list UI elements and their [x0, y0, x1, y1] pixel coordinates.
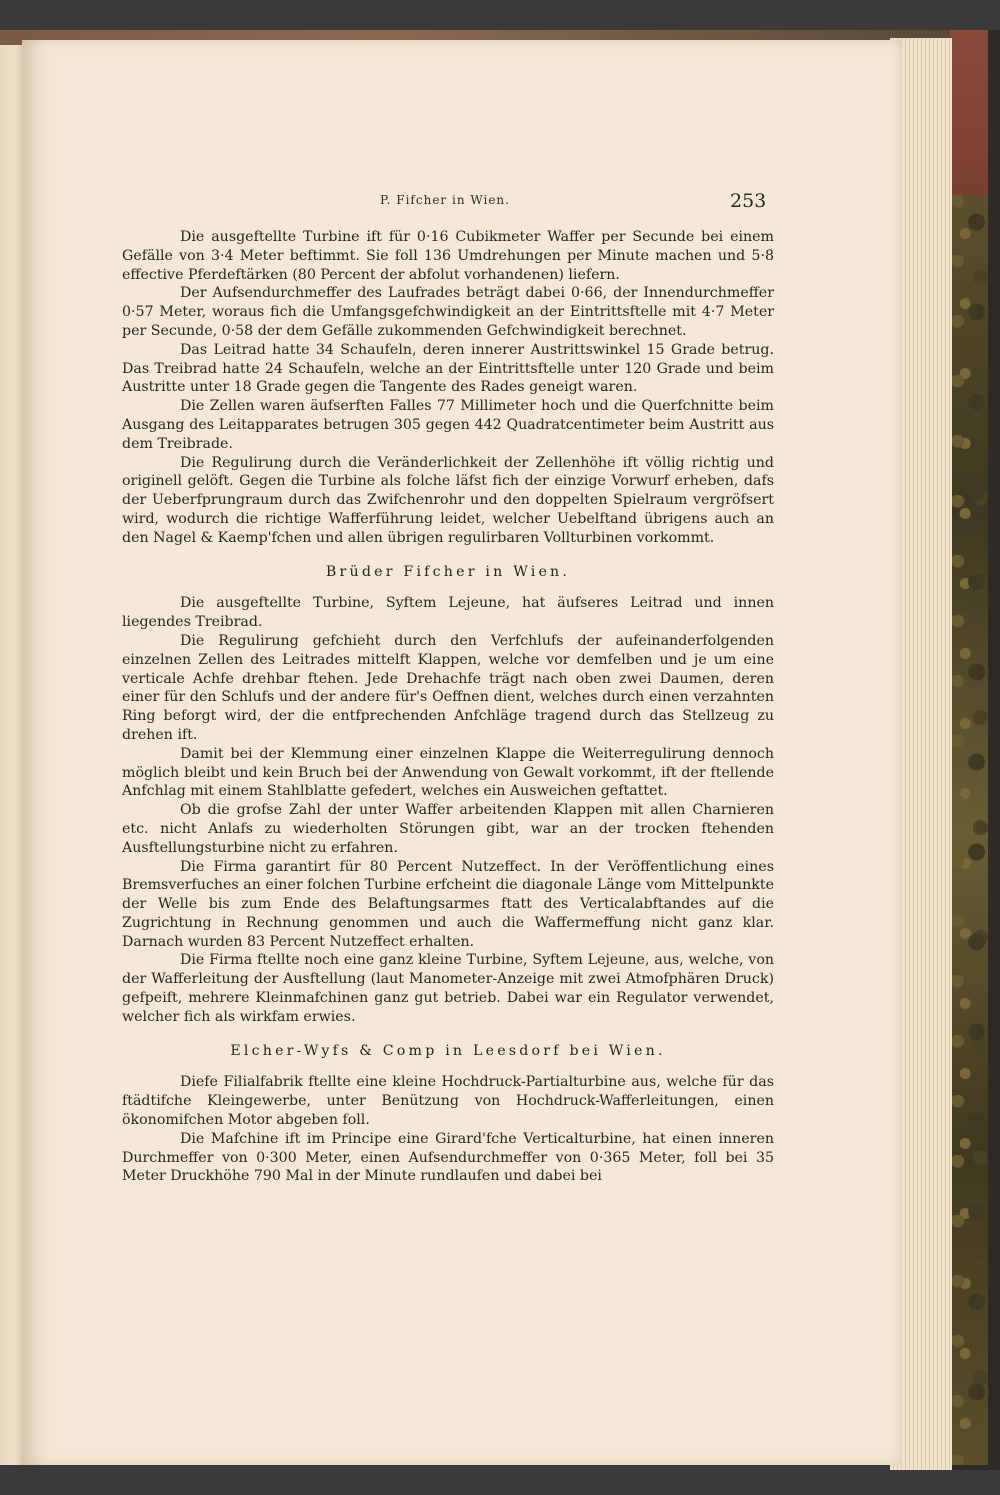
- paragraph: Die Zellen waren äufserften Falles 77 Millimeter hoch und die Querfchnitte beim Ausgang des Leitapparates betrugen 305 gegen 442 Quadratcentimeter beim Austritt aus dem Treibrade.: [122, 398, 774, 452]
- paragraph: Die Firma garantirt für 80 Percent Nutzeffect. In der Veröffentlichung eines Bremsverfuches an einer folchen Turbine erfcheint die diagonale Länge vom Mittelpunkte der Welle bis zum Ende des Belaftungsarmes ftatt des Verticalabftandes auf die Zugrichtung in Rechnung genommen und auch die Waffermeffung nicht ganz klar. Darnach wurden 83 Percent Nutzeffect erhalten.: [122, 858, 774, 950]
- section-heading: Elcher-Wyfs & Comp in Leesdorf bei Wien.: [230, 1042, 666, 1059]
- paragraph: Damit bei der Klemmung einer einzelnen Klappe die Weiterregulirung dennoch möglich bleibt und kein Bruch bei der Anwendung von Gewalt vorkommt, ift der ftellende Anfchlag mit einem Stahlblatte gefedert, welches ein Ausweichen geftattet.: [122, 745, 774, 800]
- paragraph: Die Regulirung durch die Veränderlichkeit der Zellenhöhe ift völlig richtig und originell gelöft. Gegen die Turbine als folche läfst fich der einzige Vorwurf erheben, dafs der Ueberfprungraum durch das Zwifchenrohr und den doppelten Spielraum vergröfsert wird, wodurch die richtige Wafferführung leidet, welcher Uebelftand übrigens auch an den Nagel & Kaemp'fchen und allen übrigen regulirbaren Vollturbinen vorkommt.: [122, 454, 774, 546]
- section-fischer-turbine: [122, 228, 774, 548]
- section-heading: Brüder Fifcher in Wien.: [325, 563, 571, 580]
- paragraph: Die ausgeftellte Turbine ift für 0·16 Cubikmeter Waffer per Secunde bei einem Gefälle von 3·4 Meter beftimmt. Sie foll 136 Umdrehungen per Minute machen und 5·8 effective Pferdeftärken (80 Percent der abfolut vorhandenen) liefern.: [122, 229, 774, 283]
- paragraph: Das Leitrad hatte 34 Schaufeln, deren innerer Austrittswinkel 15 Grade betrug. Das Treibrad hatte 24 Schaufeln, welche an der Eintrittsftelle unter 120 Grade und beim Austritte unter 18 Grade gegen die Tangente des Rades geneigt waren.: [122, 341, 774, 396]
- running-head: [360, 190, 780, 214]
- paragraph: Der Aufsendurchmeffer des Laufrades beträgt dabei 0·66, der Innendurchmeffer 0·57 Meter, woraus fich die Umfangsgefchwindigkeit an der Eintrittsftelle mit 4·7 Meter per Secunde, 0·58 der dem Gefälle zukommenden Gefchwindigkeit berechnet.: [122, 285, 774, 339]
- body-text: [122, 228, 774, 1186]
- running-head-title: P. Fifcher in Wien.: [380, 193, 510, 207]
- paragraph: Diefe Filialfabrik ftellte eine kleine Hochdruck-Partialturbine aus, welche für das ftädtifche Kleingewerbe, unter Benützung von Hochdruck-Wafferleitungen, einen ökonomifchen Motor abgeben foll.: [122, 1074, 774, 1129]
- paragraph: Die ausgeftellte Turbine, Syftem Lejeune, hat äufseres Leitrad und innen liegendes Treibrad.: [122, 595, 774, 631]
- paragraph: Die Regulirung gefchieht durch den Verfchlufs der aufeinanderfolgenden einzelnen Zellen des Leitrades mittelft Klappen, welche vor demfelben und je um eine verticale Achfe drehbar ftehen. Jede Drehachfe trägt nach oben zwei Daumen, deren einer für den Schlufs und der andere für's Oeffnen dient, welches durch einen verzahnten Ring beforgt wird, der die entfprechenden Anfchläge tragend durch das Stellzeug zu drehen ift.: [122, 632, 774, 743]
- paragraph: Die Mafchine ift im Principe eine Girard'fche Verticalturbine, hat einen inneren Durchmeffer von 0·300 Meter, einen Aufsendurchmeffer von 0·365 Meter, foll bei 35 Meter Druckhöhe 790 Mal in der Minute rundlaufen und dabei bei: [122, 1130, 774, 1185]
- paragraph: Ob die grofse Zahl der unter Waffer arbeitenden Klappen mit allen Charnieren etc. nicht Anlafs zu wiederholten Störungen gibt, war an der trocken ftehenden Ausftellungsturbine nicht zu erfahren.: [122, 802, 774, 856]
- marbled-board: [950, 195, 988, 1465]
- page-number: 253: [730, 190, 767, 212]
- left-page-edge: [0, 45, 24, 1465]
- section-escher-wyss: [122, 1042, 774, 1187]
- leather-corner: [950, 30, 988, 200]
- paragraph: Die Firma ftellte noch eine ganz kleine Turbine, Syftem Lejeune, aus, welche, von der Wafferleitung der Ausftellung (laut Manometer-Anzeige mit zwei Atmofphären Druck) gefpeift, mehrere Kleinmafchinen ganz gut betrieb. Dabei war ein Regulator verwendet, welcher fich als wirkfam erwies.: [122, 952, 774, 1025]
- section-brueder-fischer: [122, 563, 774, 1027]
